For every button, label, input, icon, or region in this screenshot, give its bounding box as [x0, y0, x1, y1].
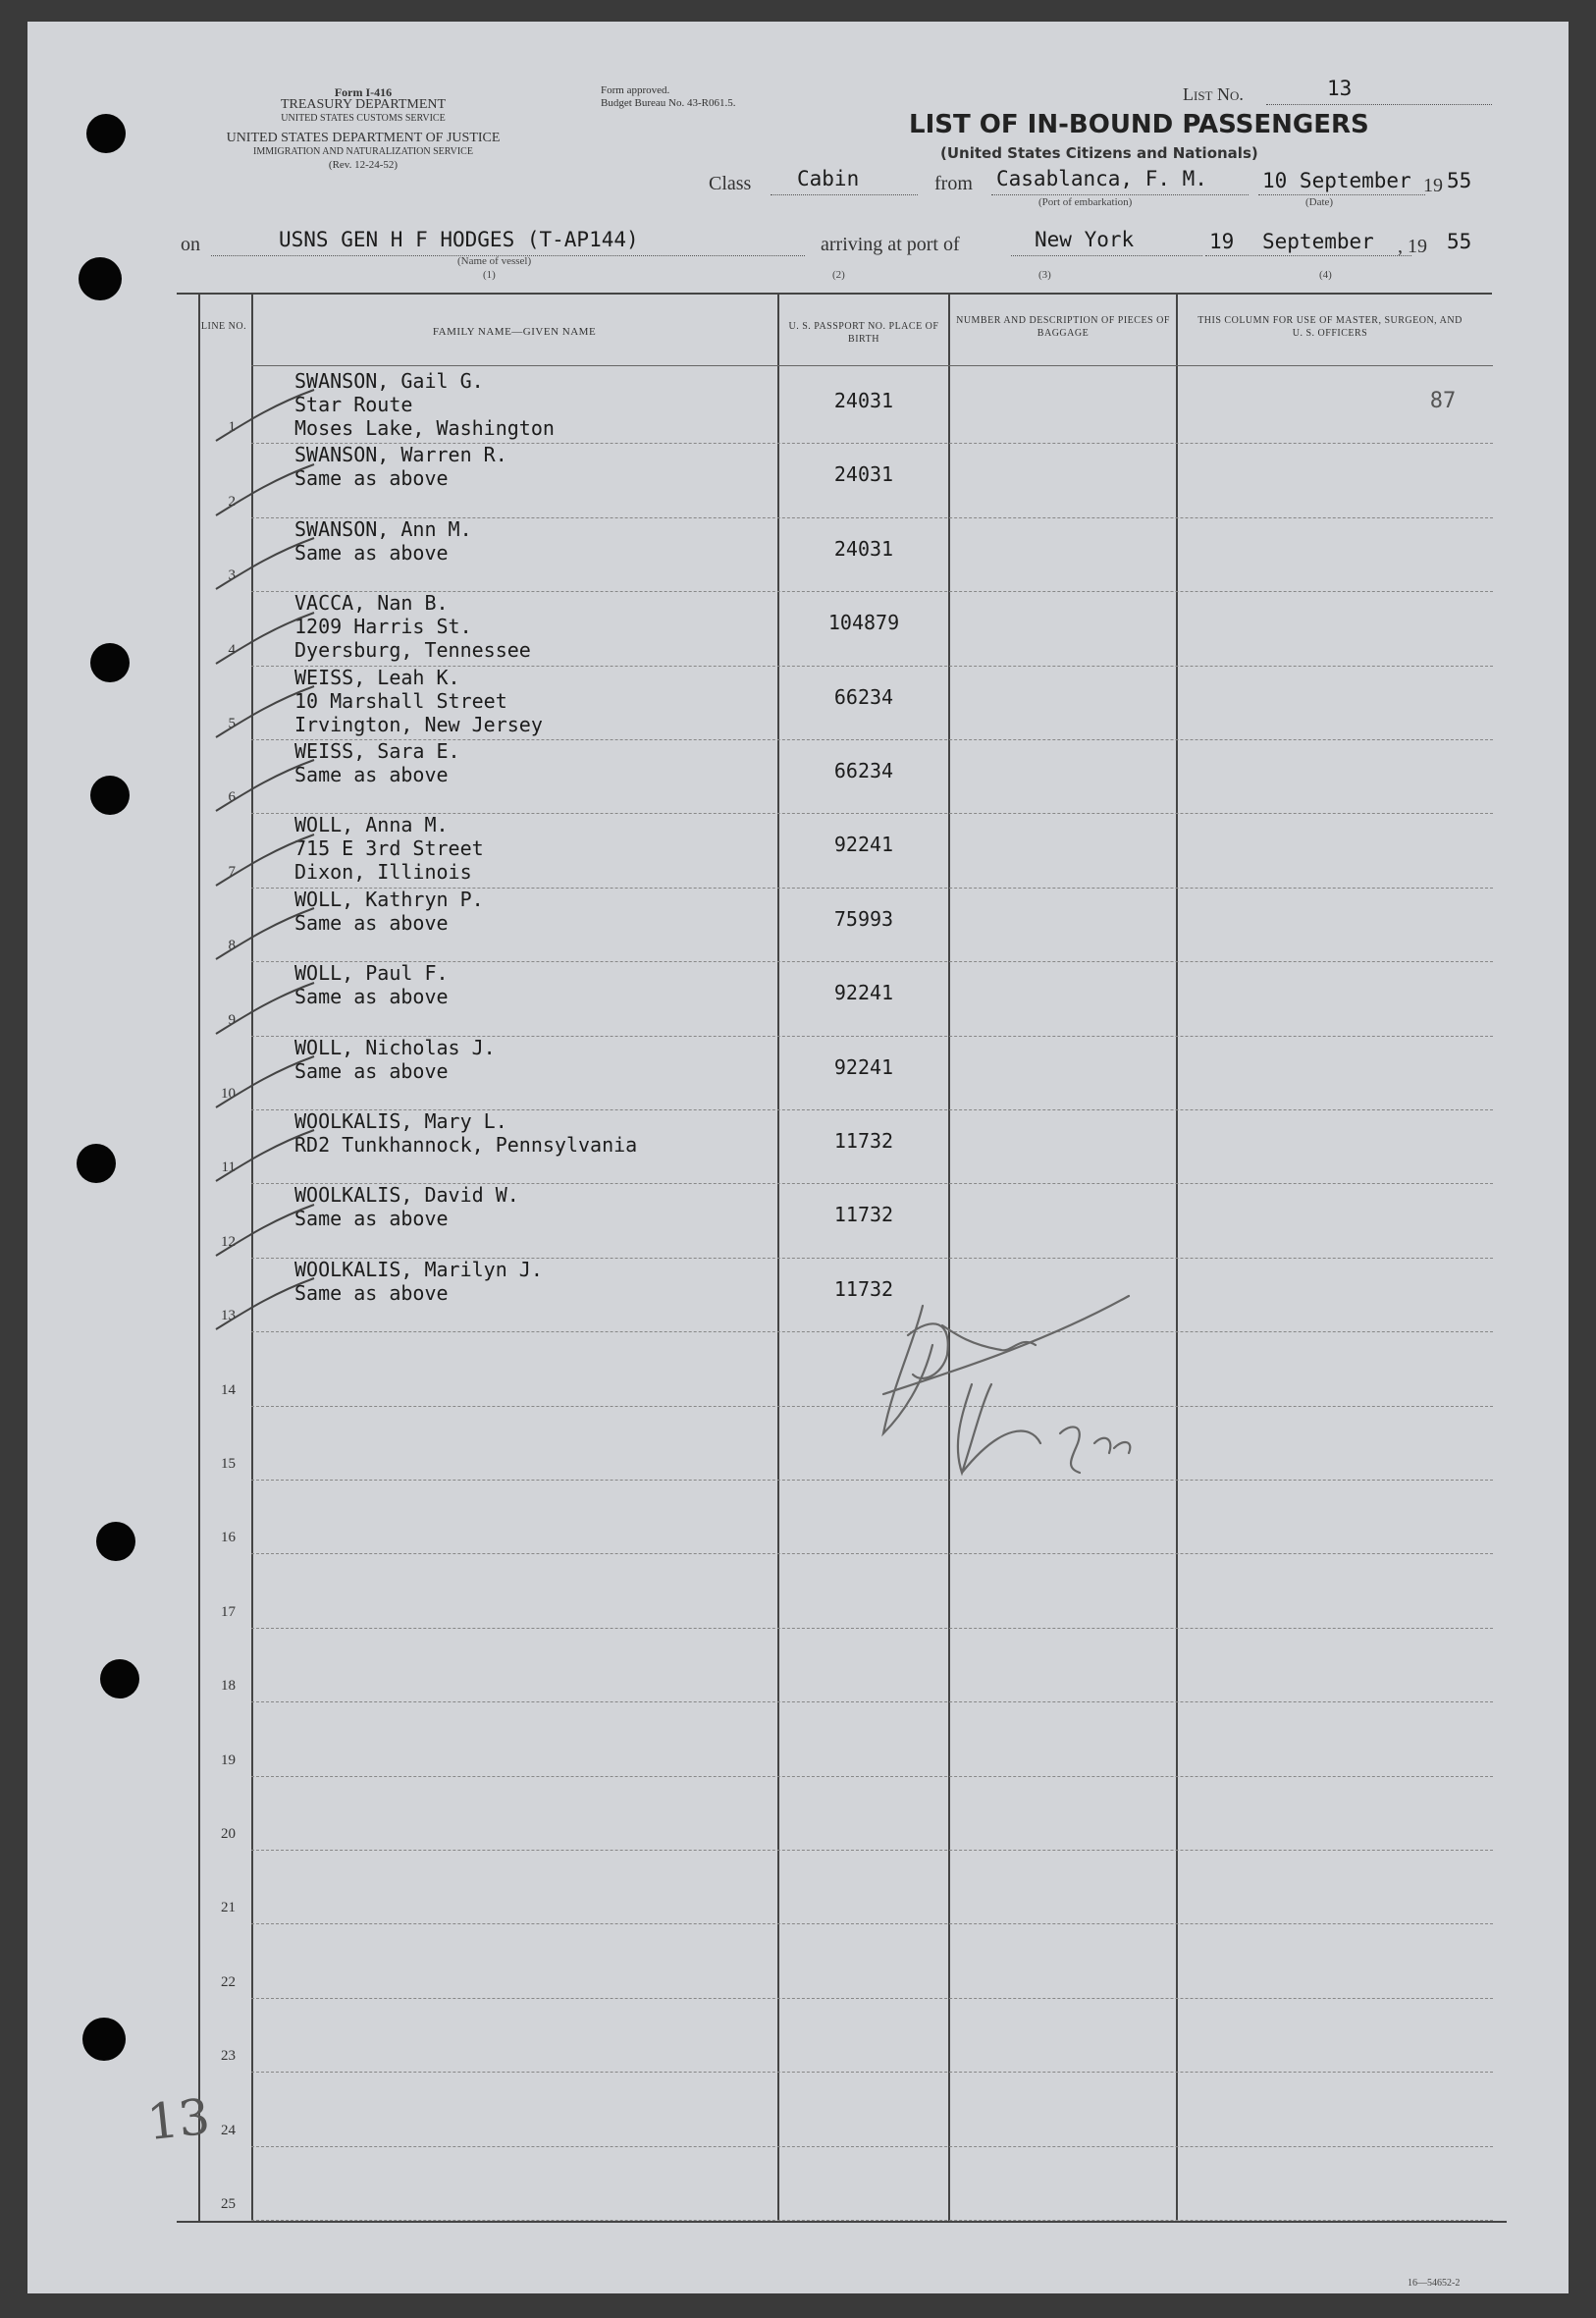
line-number: 10	[221, 1086, 236, 1102]
row-divider	[251, 1923, 1493, 1924]
caption-4: (4)	[1319, 269, 1332, 281]
on-label: on	[181, 234, 200, 255]
vessel-name: USNS GEN H F HODGES (T-AP144)	[279, 228, 639, 251]
list-no-line	[1266, 104, 1492, 105]
row-divider	[251, 1553, 1493, 1554]
arrival-year-prefix: , 19	[1398, 236, 1427, 257]
class-line	[771, 194, 918, 195]
col-officers: THIS COLUMN FOR USE OF MASTER, SURGEON, AND U. S. OFFICERS	[1197, 315, 1463, 339]
check-mark-icon	[212, 1201, 320, 1260]
col-family-name: FAMILY NAME—GIVEN NAME	[432, 326, 597, 338]
binder-hole	[90, 776, 130, 815]
check-mark-icon	[212, 756, 320, 815]
passenger-name: WOLL, Anna M. 715 E 3rd Street Dixon, Illinois	[294, 813, 484, 884]
line-number: 2	[228, 494, 236, 510]
table-top-border	[177, 293, 1492, 295]
passport-number: 92241	[833, 833, 894, 856]
binder-hole	[96, 1522, 135, 1561]
passport-number: 92241	[833, 1055, 894, 1079]
col-baggage: NUMBER AND DESCRIPTION OF PIECES OF BAGGAGE	[956, 315, 1170, 339]
passenger-name: WOLL, Paul F. Same as above	[294, 961, 449, 1008]
date-value: 10 September	[1262, 169, 1411, 192]
line-number: 23	[221, 2048, 236, 2064]
check-mark-icon	[212, 1274, 320, 1333]
passport-number: 75993	[833, 907, 894, 931]
revision-date: (Rev. 12-24-52)	[328, 159, 399, 171]
line-number: 9	[228, 1012, 236, 1028]
passenger-name: SWANSON, Warren R. Same as above	[294, 443, 507, 490]
margin-note: 13	[144, 2087, 213, 2152]
passport-number: 24031	[833, 462, 894, 486]
row-divider	[251, 2146, 1493, 2147]
passenger-name: WOLL, Nicholas J. Same as above	[294, 1036, 496, 1083]
line-number: 19	[221, 1752, 236, 1768]
form-approved: Form approved.	[601, 84, 670, 96]
from-label: from	[934, 173, 973, 194]
line-number: 15	[221, 1456, 236, 1472]
treasury-department: TREASURY DEPARTMENT	[280, 97, 447, 112]
caption-2: (2)	[832, 269, 845, 281]
handwritten-signature	[864, 1276, 1237, 1532]
binder-hole	[100, 1659, 139, 1698]
binder-hole	[90, 643, 130, 682]
binder-hole	[77, 1144, 116, 1183]
check-mark-icon	[212, 904, 320, 963]
row-divider	[251, 2220, 1493, 2221]
customs-service: UNITED STATES CUSTOMS SERVICE	[281, 113, 446, 124]
line-number: 1	[228, 419, 236, 435]
line-number: 7	[228, 864, 236, 880]
line-number: 13	[221, 1308, 236, 1323]
date-year: 55	[1447, 169, 1472, 192]
form-number: Form I-416	[334, 85, 393, 99]
form-subtitle: (United States Citizens and Nationals)	[940, 144, 1258, 162]
line-number: 5	[228, 716, 236, 731]
line-number: 12	[221, 1234, 236, 1250]
check-mark-icon	[212, 534, 320, 593]
passport-number: 11732	[833, 1203, 894, 1226]
port-line	[1011, 255, 1202, 256]
table-bottom-border	[177, 2221, 1507, 2223]
line-number: 6	[228, 789, 236, 805]
form-title: LIST OF IN-BOUND PASSENGERS	[909, 110, 1369, 139]
binder-hole	[82, 2018, 126, 2061]
from-line	[991, 194, 1249, 195]
check-mark-icon	[212, 682, 320, 741]
col-line-no: LINE NO.	[200, 321, 247, 332]
check-mark-icon	[212, 1052, 320, 1111]
row-divider	[251, 1850, 1493, 1851]
arrival-date-line	[1205, 255, 1411, 256]
passenger-name: SWANSON, Ann M. Same as above	[294, 517, 472, 565]
date-year-prefix: 19	[1423, 175, 1443, 196]
arrival-day: 19	[1209, 230, 1235, 253]
arrival-month: September	[1262, 230, 1374, 253]
check-mark-icon	[212, 386, 320, 445]
from-value: Casablanca, F. M.	[996, 167, 1207, 190]
check-mark-icon	[212, 831, 320, 889]
justice-department: UNITED STATES DEPARTMENT OF JUSTICE	[226, 131, 501, 145]
passenger-name: SWANSON, Gail G. Star Route Moses Lake, Washington	[294, 369, 555, 440]
passport-number: 11732	[833, 1277, 894, 1301]
line-number: 21	[221, 1900, 236, 1915]
binder-hole	[86, 114, 126, 153]
passport-number: 24031	[833, 389, 894, 412]
header-bottom-border	[251, 365, 1493, 366]
line-number: 3	[228, 567, 236, 583]
row-divider	[251, 1701, 1493, 1702]
arriving-label: arriving at port of	[821, 234, 960, 255]
list-no-label: List No.	[1183, 84, 1244, 104]
caption-3: (3)	[1038, 269, 1051, 281]
vessel-caption: (Name of vessel)	[457, 255, 532, 267]
line-number: 20	[221, 1826, 236, 1842]
check-mark-icon	[212, 460, 320, 519]
line-number: 18	[221, 1678, 236, 1694]
arrival-year: 55	[1447, 230, 1472, 253]
passenger-name: WEISS, Leah K. 10 Marshall Street Irvington, New Jersey	[294, 666, 543, 736]
passport-number: 104879	[827, 611, 900, 634]
check-mark-icon	[212, 609, 320, 668]
immigration-service: IMMIGRATION AND NATURALIZATION SERVICE	[253, 146, 473, 157]
passenger-name: WOOLKALIS, Marilyn J. Same as above	[294, 1258, 543, 1305]
passenger-name: WOOLKALIS, Mary L. RD2 Tunkhannock, Pennsylvania	[294, 1109, 638, 1157]
row-divider	[251, 2072, 1493, 2073]
line-number: 8	[228, 938, 236, 953]
line-number: 16	[221, 1530, 236, 1545]
check-mark-icon	[212, 1126, 320, 1185]
passenger-name: WOOLKALIS, David W. Same as above	[294, 1183, 519, 1230]
class-label: Class	[709, 173, 752, 194]
port-caption: (Port of embarkation)	[1038, 196, 1133, 208]
passport-number: 92241	[833, 981, 894, 1004]
passenger-name: WEISS, Sara E. Same as above	[294, 739, 460, 786]
passport-number: 11732	[833, 1129, 894, 1153]
line-number: 24	[221, 2123, 236, 2138]
line-number: 25	[221, 2196, 236, 2212]
line-number: 14	[221, 1382, 236, 1398]
line-number: 22	[221, 1974, 236, 1990]
date-caption: (Date)	[1305, 196, 1334, 208]
passport-number: 66234	[833, 759, 894, 782]
list-no-value: 13	[1327, 77, 1353, 100]
row-divider	[251, 1776, 1493, 1777]
row-divider	[251, 1628, 1493, 1629]
caption-1: (1)	[483, 269, 496, 281]
footer-code: 16—54652-2	[1408, 2278, 1461, 2289]
binder-hole	[79, 257, 122, 300]
line-number: 17	[221, 1604, 236, 1620]
col-passport: U. S. PASSPORT NO. PLACE OF BIRTH	[788, 321, 939, 345]
class-value: Cabin	[797, 167, 860, 190]
line-number: 11	[221, 1159, 236, 1175]
passenger-name: VACCA, Nan B. 1209 Harris St. Dyersburg, Tennessee	[294, 591, 531, 662]
check-mark-icon	[212, 979, 320, 1038]
row-divider	[251, 1998, 1493, 1999]
line-number: 4	[228, 642, 236, 658]
arrival-port: New York	[1035, 228, 1135, 251]
passport-number: 66234	[833, 685, 894, 709]
officer-code: 87	[1429, 389, 1457, 413]
budget-bureau: Budget Bureau No. 43-R061.5.	[601, 97, 736, 109]
passenger-name: WOLL, Kathryn P. Same as above	[294, 888, 484, 935]
passport-number: 24031	[833, 537, 894, 561]
date-line	[1258, 194, 1425, 195]
